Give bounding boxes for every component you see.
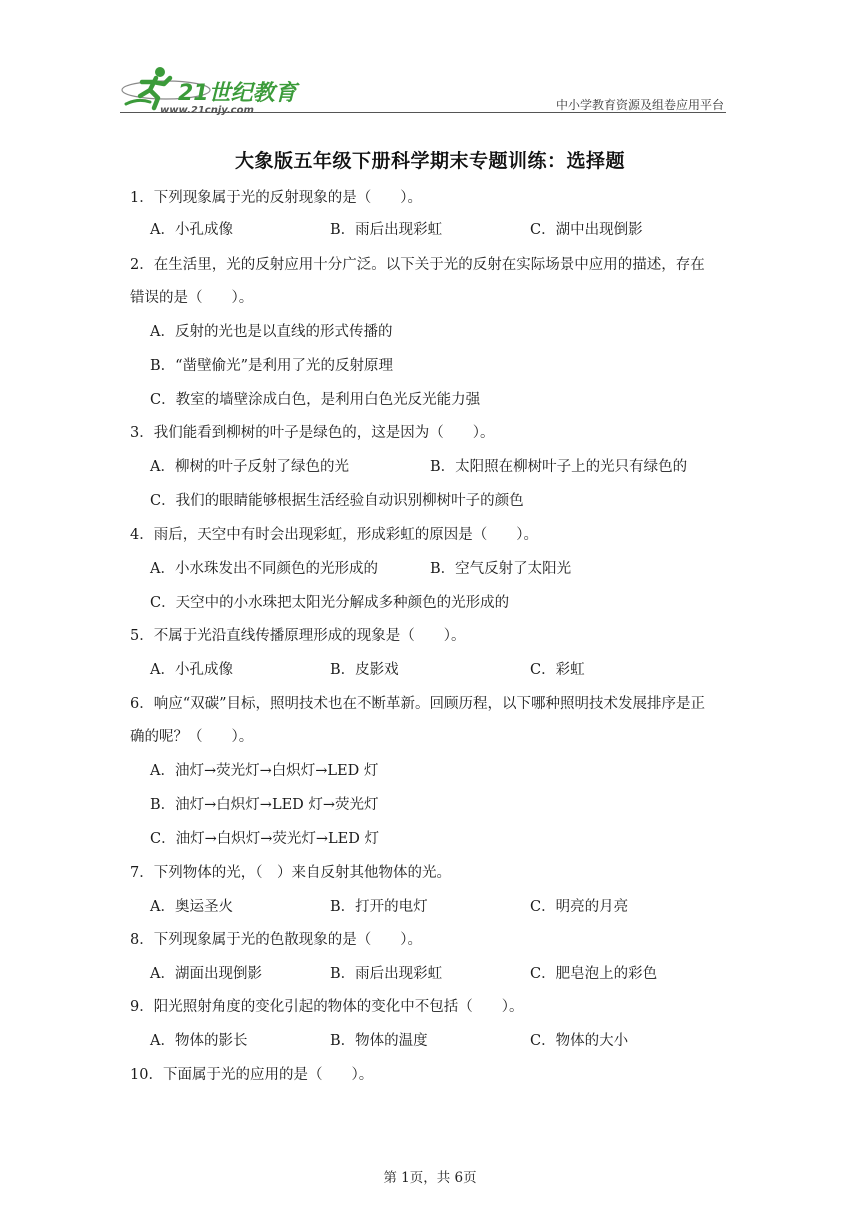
answer-option: B．皮影戏 — [330, 662, 399, 678]
logo-21cnjy — [120, 60, 320, 116]
answer-option: C．湖中出现倒影 — [530, 222, 643, 238]
question-text: 5．不属于光沿直线传播原理形成的现象是（ ）。 — [130, 628, 466, 644]
platform-name: 中小学教育资源及组卷应用平台 — [555, 98, 724, 112]
answer-option: C．油灯→白炽灯→荧光灯→LED 灯 — [150, 831, 379, 847]
answer-option: C．肥皂泡上的彩色 — [530, 966, 658, 982]
answer-option: B．“凿壁偷光”是利用了光的反射原理 — [150, 358, 393, 374]
answer-option: A．小孔成像 — [150, 662, 233, 678]
page-header — [120, 60, 726, 116]
question-text: 8．下列现象属于光的色散现象的是（ ）。 — [130, 932, 422, 948]
answer-option: C．明亮的月亮 — [530, 899, 629, 915]
question-text: 7．下列物体的光，（ ）来自反射其他物体的光。 — [130, 865, 451, 881]
answer-option: A．小孔成像 — [150, 222, 233, 238]
svg-text:21世纪教育: 21世纪教育 — [178, 81, 297, 106]
answer-option: A．物体的影长 — [150, 1033, 248, 1049]
answer-option: A．小水珠发出不同颜色的光形成的 — [150, 561, 378, 577]
answer-option: A．油灯→荧光灯→白炽灯→LED 灯 — [150, 763, 379, 779]
answer-option: B．物体的温度 — [330, 1033, 428, 1049]
answer-option: A．湖面出现倒影 — [150, 966, 262, 982]
page-footer: 第 1页，共 6页 — [383, 1170, 477, 1186]
question-text: 1．下列现象属于光的反射现象的是（ ）。 — [130, 190, 422, 206]
answer-option: B．太阳照在柳树叶子上的光只有绿色的 — [430, 459, 688, 475]
answer-option: A．柳树的叶子反射了绿色的光 — [150, 459, 349, 475]
answer-option: B．空气反射了太阳光 — [430, 561, 572, 577]
question-text: 6．响应“双碳”目标，照明技术也在不断革新。回顾历程，以下哪种照明技术发展排序是正 — [130, 696, 706, 712]
header-divider — [120, 112, 726, 113]
svg-text:www.21cnjy.com: www.21cnjy.com — [160, 105, 254, 116]
answer-option: A．奥运圣火 — [150, 899, 233, 915]
answer-option: C．教室的墙壁涂成白色，是利用白色光反光能力强 — [150, 392, 481, 408]
question-text: 9．阳光照射角度的变化引起的物体的变化中不包括（ ）。 — [130, 999, 524, 1015]
runner-logo-icon — [120, 60, 320, 116]
answer-option: C．我们的眼睛能够根据生活经验自动识别柳树叶子的颜色 — [150, 493, 524, 509]
question-text: 确的呢？（ ）。 — [130, 729, 254, 745]
answer-option: B．雨后出现彩虹 — [330, 222, 443, 238]
answer-option: A．反射的光也是以直线的形式传播的 — [150, 324, 393, 340]
answer-option: B．雨后出现彩虹 — [330, 966, 443, 982]
answer-option: B．油灯→白炽灯→LED 灯→荧光灯 — [150, 797, 379, 813]
answer-option: C．彩虹 — [530, 662, 585, 678]
question-text: 错误的是（ ）。 — [130, 290, 254, 306]
question-text: 4．雨后，天空中有时会出现彩虹，形成彩虹的原因是（ ）。 — [130, 527, 538, 543]
answer-option: C．物体的大小 — [530, 1033, 629, 1049]
question-text: 3．我们能看到柳树的叶子是绿色的，这是因为（ ）。 — [130, 425, 495, 441]
question-text: 10．下面属于光的应用的是（ ）。 — [130, 1067, 374, 1083]
question-text: 2．在生活里，光的反射应用十分广泛。以下关于光的反射在实际场景中应用的描述，存在 — [130, 257, 705, 273]
page-title: 大象版五年级下册科学期末专题训练：选择题 — [234, 150, 625, 172]
answer-option: C．天空中的小水珠把太阳光分解成多种颜色的光形成的 — [150, 595, 510, 611]
answer-option: B．打开的电灯 — [330, 899, 428, 915]
